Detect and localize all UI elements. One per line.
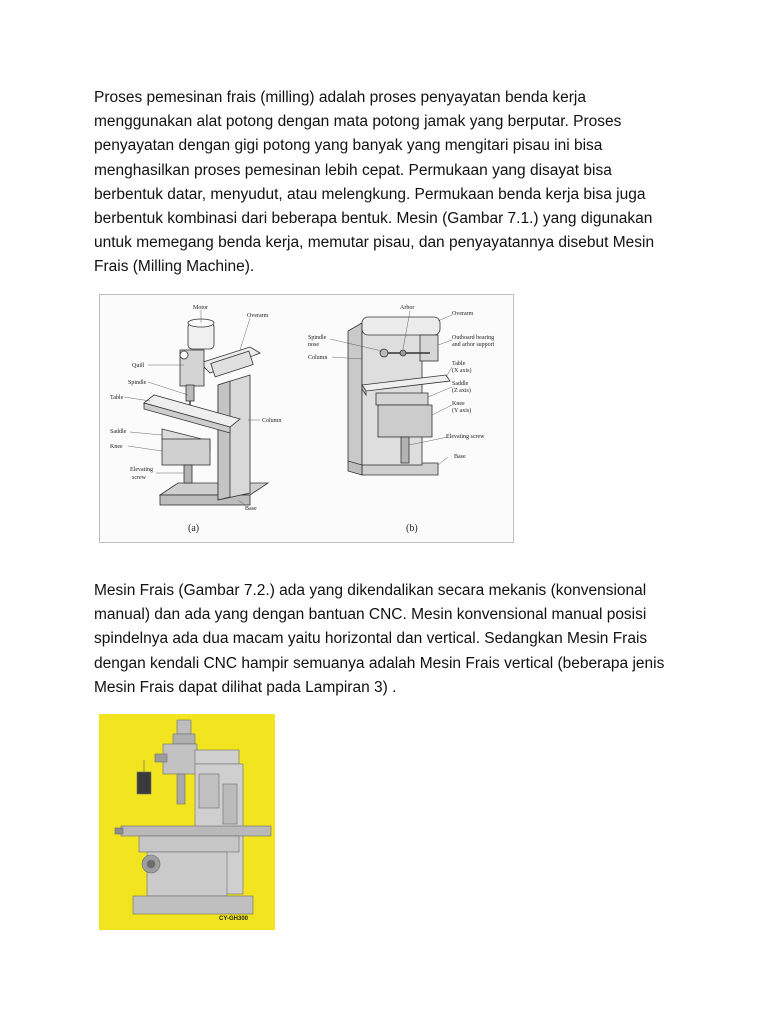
horizontal-mill-drawing (348, 317, 450, 475)
milling-diagram-svg (100, 295, 513, 542)
label-column-a: Column (262, 418, 282, 424)
label-table-b-1: Table (452, 361, 466, 367)
label-elevating-b: Elevating screw (446, 434, 485, 440)
label-spindle-a: Spindle (128, 380, 147, 386)
label-arbor: Arbor (400, 305, 415, 311)
label-saddle-b-1: Saddle (452, 381, 469, 387)
figure-milling-diagram (99, 294, 514, 543)
label-quill: Quill (132, 363, 145, 369)
caption-a: (a) (188, 523, 200, 534)
label-overarm-a: Overarm (247, 313, 269, 319)
label-overarm-b: Overarm (452, 311, 474, 317)
figure-milling-machine-photo (99, 714, 275, 930)
label-table-b-2: (X axis) (452, 368, 472, 374)
paragraph-types: Mesin Frais (Gambar 7.2.) ada yang dikendalikan secara mekanis (konvensional manual) dan ada yang dengan bantuan CNC. Mesin konvensional manual posisi spindelnya ada dua macam yaitu horizontal dan vertical. Sedangkan Mesin Frais dengan kendali CNC hampir semuanya adalah Mesin Frais vertical (beberapa jenis Mesin Frais dapat dilihat pada Lampiran 3) . (94, 582, 665, 696)
caption-b: (b) (406, 523, 418, 534)
label-spindle-nose-2: nose (308, 342, 319, 348)
label-knee-b-1: Knee (452, 401, 465, 407)
paragraph-intro: Proses pemesinan frais (milling) adalah proses penyayatan benda kerja menggunakan alat potong dengan mata potong jamak yang berputar. Proses penyayatan dengan gigi potong yang banyak yang mengitari pisau ini bisa menghasilkan proses pemesinan lebih cepat. Permukaan yang disayat bisa berbentuk datar, menyudut, atau melengkung. Permukaan benda kerja bisa juga berbentuk kombinasi dari beberapa bentuk. Mesin (Gambar 7.1.) yang digunakan untuk memegang benda kerja, memutar pisau, dan penyayatannya disebut Mesin Frais (Milling Machine). (94, 89, 655, 276)
vertical-mill-drawing (144, 319, 268, 505)
label-motor: Motor (193, 305, 208, 311)
label-table-a: Table (110, 395, 124, 401)
label-saddle-b-2: (Z axis) (452, 388, 471, 394)
label-outboard-1: Outboard bearing (452, 335, 495, 341)
label-saddle-a: Saddle (110, 429, 127, 435)
label-spindle-nose-1: Spindle (308, 335, 327, 341)
model-label: CY-GH300 (219, 916, 249, 922)
label-base-b: Base (454, 454, 466, 460)
label-knee-a: Knee (110, 444, 123, 450)
label-elevating-a-1: Elevating (130, 467, 153, 473)
label-elevating-a-2: screw (132, 475, 146, 481)
label-outboard-2: and arbor support (452, 342, 495, 348)
label-base-a: Base (245, 506, 257, 512)
milling-machine-photo-svg (99, 714, 275, 930)
label-knee-b-2: (Y axis) (452, 408, 472, 414)
label-column-b: Column (308, 355, 328, 361)
